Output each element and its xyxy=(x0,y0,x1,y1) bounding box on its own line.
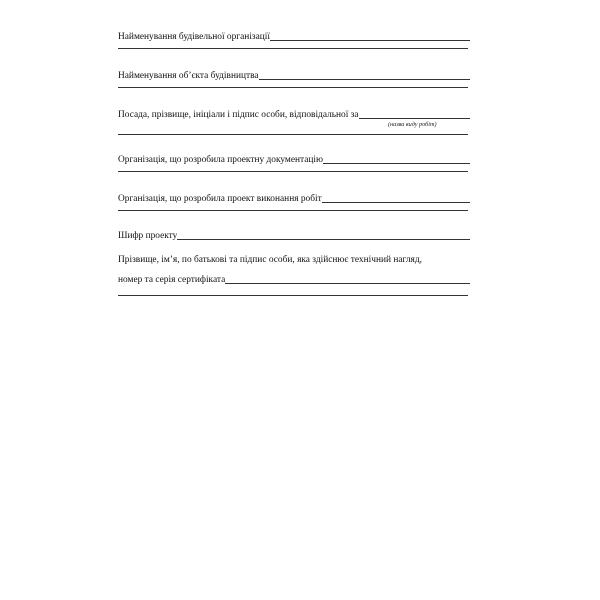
org-name-label: Найменування будівельної організації xyxy=(118,32,271,42)
journal-title-form xyxy=(118,26,470,296)
certificate-field[interactable] xyxy=(225,272,470,284)
certificate-row xyxy=(118,269,470,287)
object-name-label: Найменування об’єкта будівництва xyxy=(118,71,259,81)
works-type-hint-wrap xyxy=(118,122,470,132)
certificate-continuation-line[interactable] xyxy=(118,295,468,296)
object-name-row xyxy=(118,65,470,83)
works-project-org-row xyxy=(118,188,470,206)
project-code-field[interactable] xyxy=(177,228,470,240)
design-org-field[interactable] xyxy=(323,152,470,164)
responsible-person-label: Посада, прізвище, ініціали і підпис особи, відповідальної за xyxy=(118,110,359,120)
certificate-label: номер та серія сертифіката xyxy=(118,275,226,285)
works-type-hint: (назва виду робіт) xyxy=(388,121,437,128)
project-code-row xyxy=(118,225,470,243)
supervision-person-row xyxy=(118,249,470,267)
design-org-row xyxy=(118,149,470,167)
works-type-field[interactable] xyxy=(359,107,470,119)
responsible-person-row xyxy=(118,104,470,122)
object-name-field[interactable] xyxy=(259,68,470,80)
project-code-label: Шифр проекту xyxy=(118,231,178,241)
design-org-label: Організація, що розробила проектну документацію xyxy=(118,155,324,165)
org-name-field[interactable] xyxy=(270,29,470,41)
works-project-org-field[interactable] xyxy=(322,191,470,203)
works-project-org-label: Організація, що розробила проект виконання робіт xyxy=(118,194,322,204)
supervision-person-label: Прізвище, ім’я, по батькові та підпис особи, яка здійснює технічний нагляд, xyxy=(118,255,422,265)
org-name-row xyxy=(118,26,470,44)
